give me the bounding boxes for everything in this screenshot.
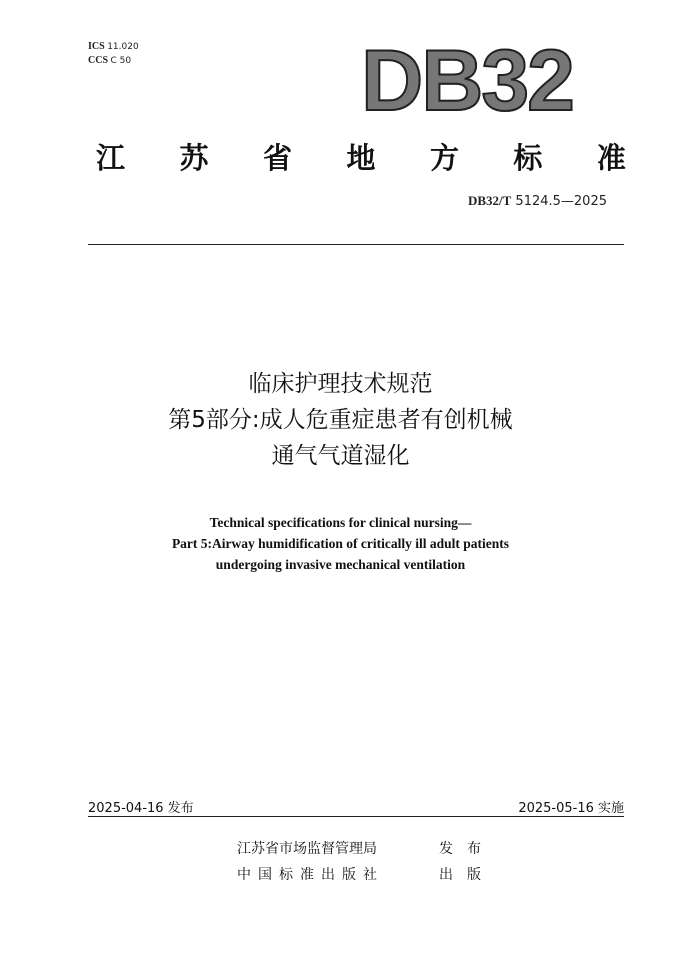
title-char: 地 [346,141,376,175]
classification-codes [88,40,139,68]
footer-divider [88,816,624,817]
en-title-line: Part 5:Airway humidification of critically ill adult patients [171,536,510,551]
cn-title-line: 临床护理技术规范 [248,371,433,397]
publisher-row [237,836,495,862]
issuing-authority: 江苏省市场监督管理局 [237,841,377,857]
title-char: 省 [262,141,292,175]
standard-number: DB32/T 5124.5—2025 [467,193,607,209]
cn-title-line: 第5部分:成人危重症患者有创机械 [168,407,513,433]
title-char: 方 [429,141,459,175]
publisher-block [237,836,495,888]
title-char: 苏 [179,141,209,175]
en-title-line: Technical specifications for clinical nursing— [209,515,472,530]
province-standard-title [96,136,626,177]
implementation-date: 2025-05-16 实施 [518,801,624,816]
english-title [0,512,681,575]
publisher-row [237,862,495,888]
ics-code: ICS 11.020 [88,41,139,52]
issue-action: 发布 [439,841,495,857]
title-char: 标 [513,141,543,175]
issue-date: 2025-04-16 发布 [88,801,194,816]
header-divider [88,244,624,245]
title-char: 江 [96,141,126,175]
publish-action: 出版 [439,867,495,883]
publishing-house: 中国标准出版社 [237,867,384,883]
chinese-title [0,366,681,474]
db32-logo: DB32 [361,33,573,129]
en-title-line: undergoing invasive mechanical ventilation [215,557,466,572]
title-char: 准 [596,141,626,175]
cn-title-line: 通气气道湿化 [271,443,410,469]
ccs-code: CCS C 50 [88,55,132,66]
